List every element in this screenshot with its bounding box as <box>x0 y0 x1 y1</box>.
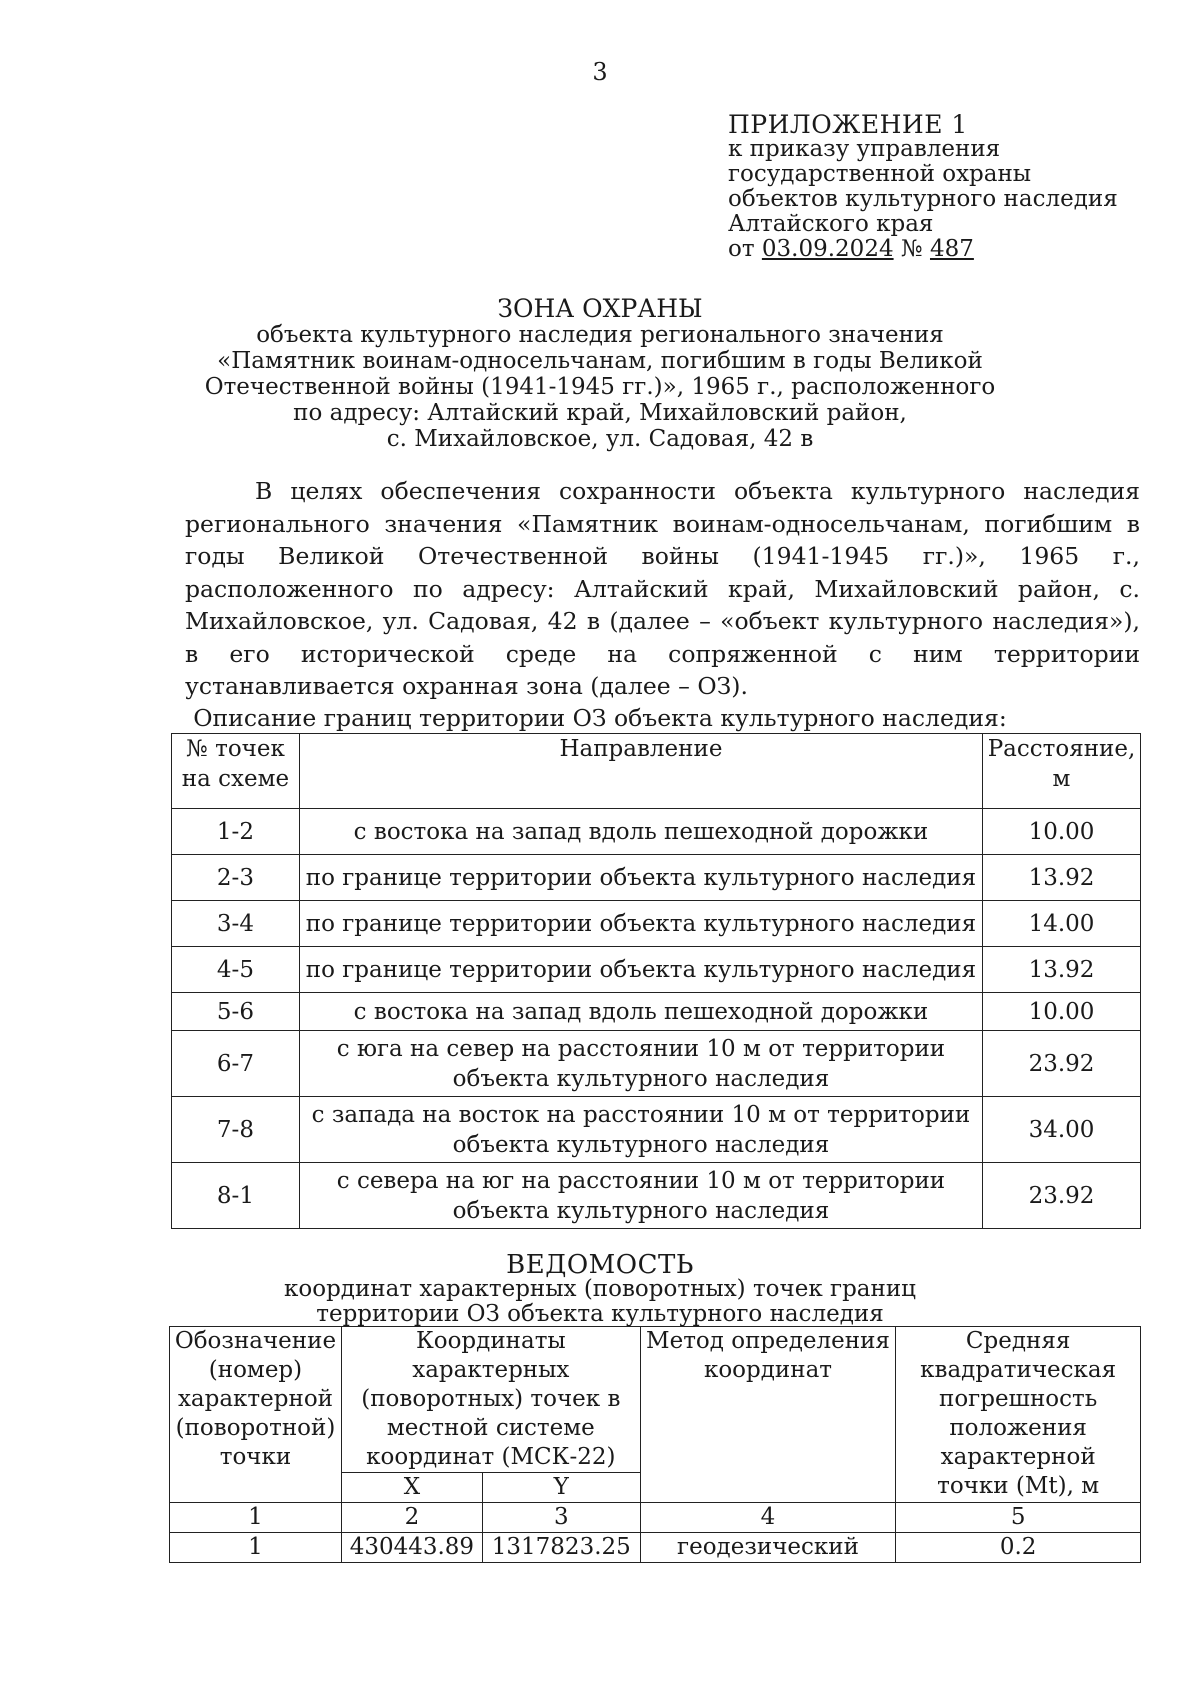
appendix-line: объектов культурного наследия <box>728 186 1118 212</box>
vedomost-title: ВЕДОМОСТЬ <box>506 1250 694 1280</box>
page-number: 3 <box>592 58 608 86</box>
number-prefix: № <box>900 236 923 262</box>
intro-paragraph-text: В целях обеспечения сохранности объекта культурного наследия регионального значения «Памятник воинам-односельчанам, погибшим в годы Великой Отечественной войны (1941-1945 гг.)», 1965 г., расположенного по адресу: Алтайский край, Михайловский район, с. Михайловское, ул. Садовая, 42 в (далее – «объект культурного наследия»), в его исторической среде на сопряженной с ним территории устанавливается охранная зона (далее – ОЗ). <box>185 477 1140 700</box>
table-row: 1-2 с востока на запад вдоль пешеходной дорожки 10.00 <box>172 809 1141 855</box>
zone-subtitle-line: объекта культурного наследия регионального значения <box>256 322 944 348</box>
table-row: 3-4 по границе территории объекта культурного наследия 14.00 <box>172 901 1141 947</box>
intro-paragraph <box>185 475 1140 703</box>
column-number-row: 1 2 3 4 5 <box>170 1503 1141 1533</box>
zone-subtitle-line: «Памятник воинам-односельчанам, погибшим в годы Великой <box>217 348 983 374</box>
header-x: X <box>341 1473 482 1503</box>
table-row: 1 430443.89 1317823.25 геодезический 0.2 <box>170 1533 1141 1563</box>
zone-title: ЗОНА ОХРАНЫ <box>497 294 703 323</box>
table-header-row <box>172 734 1141 809</box>
header-error: Средняя квадратическая погрешность положения характерной точки (Mt), м <box>896 1327 1141 1503</box>
boundary-caption: Описание границ территории ОЗ объекта культурного наследия: <box>193 704 1007 732</box>
appendix-line: государственной охраны <box>728 161 1032 187</box>
coordinates-table <box>169 1326 1141 1563</box>
table-row: 7-8 с запада на восток на расстоянии 10 м от территории объекта культурного наследия 34.00 <box>172 1097 1141 1163</box>
table-row: 5-6 с востока на запад вдоль пешеходной дорожки 10.00 <box>172 993 1141 1031</box>
header-coordinates: Координаты характерных (поворотных) точек в местной системе координат (МСК-22) <box>341 1327 640 1473</box>
appendix-line: Алтайского края <box>728 211 934 237</box>
appendix-date-line <box>728 237 1118 262</box>
order-date: 03.09.2024 <box>761 236 894 262</box>
appendix-title: ПРИЛОЖЕНИЕ 1 <box>728 110 968 139</box>
appendix-header <box>728 112 1118 262</box>
vedomost-subtitle: координат характерных (поворотных) точек границ территории ОЗ объекта культурного наследия <box>284 1276 916 1327</box>
header-y: Y <box>482 1473 640 1503</box>
table-row: 8-1 с севера на юг на расстоянии 10 м от территории объекта культурного наследия 23.92 <box>172 1163 1141 1229</box>
header-distance: Расстояние, м <box>983 734 1141 809</box>
table-row: 2-3 по границе территории объекта культурного наследия 13.92 <box>172 855 1141 901</box>
boundary-table <box>171 733 1141 1229</box>
table-header-row <box>170 1327 1141 1473</box>
table-row: 6-7 с юга на север на расстоянии 10 м от территории объекта культурного наследия 23.92 <box>172 1031 1141 1097</box>
appendix-line: к приказу управления <box>728 136 1001 162</box>
header-designation: Обозначение (номер) характерной (поворотной) точки <box>170 1327 342 1503</box>
zone-subtitle-line: с. Михайловское, ул. Садовая, 42 в <box>386 426 814 452</box>
zone-subtitle-line: Отечественной войны (1941-1945 гг.)», 1965 г., расположенного <box>204 374 996 400</box>
zone-heading <box>0 296 1200 452</box>
header-method: Метод определения координат <box>640 1327 896 1503</box>
header-points: № точек на схеме <box>172 734 300 809</box>
date-prefix: от <box>728 236 755 262</box>
table-row: 4-5 по границе территории объекта культурного наследия 13.92 <box>172 947 1141 993</box>
header-direction: Направление <box>299 734 982 809</box>
zone-subtitle-line: по адресу: Алтайский край, Михайловский район, <box>293 400 907 426</box>
order-number: 487 <box>929 236 974 262</box>
